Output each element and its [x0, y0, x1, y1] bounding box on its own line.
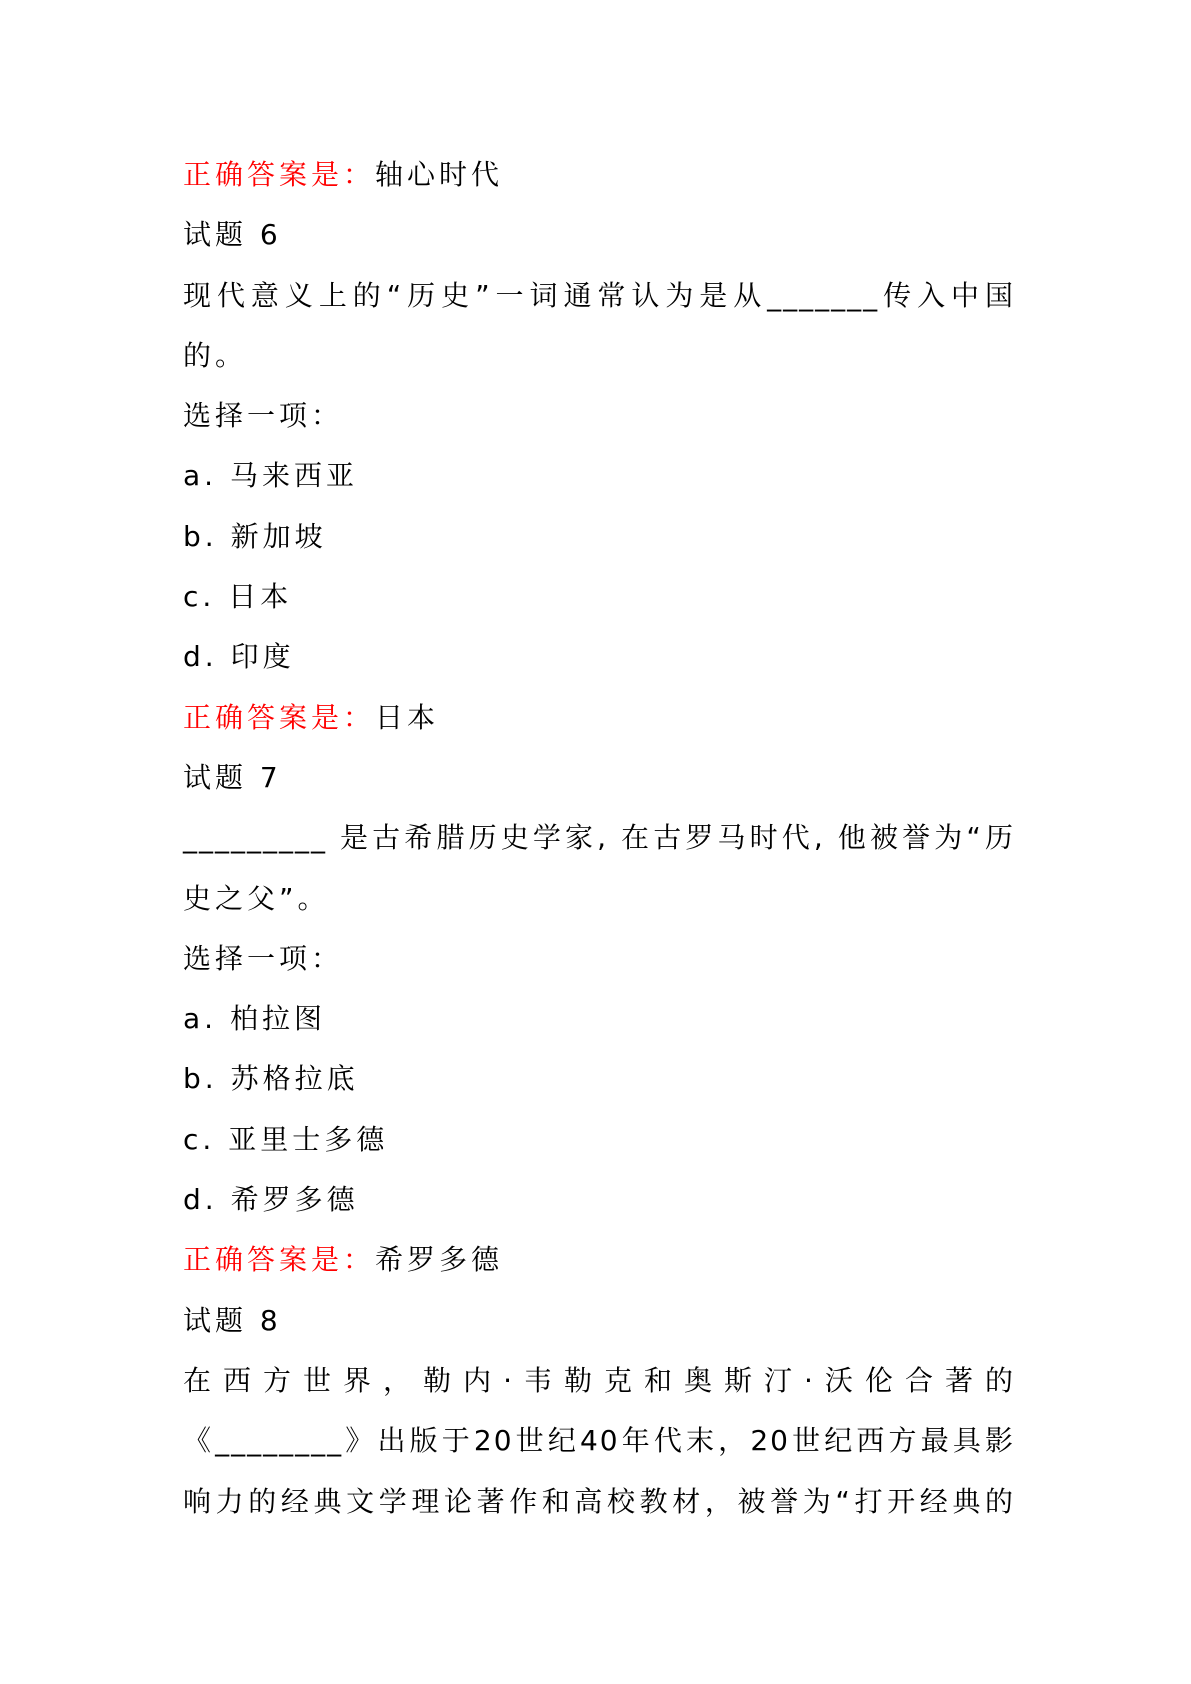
question-stem: 在西方世界，勒内·韦勒克和奥斯汀·沃伦合著的 [183, 1363, 1015, 1397]
option-d: d. 印度 [183, 640, 295, 674]
answer-line [183, 688, 1015, 748]
answer-label: 正确答案是： [183, 700, 376, 734]
answer-value: 希罗多德 [375, 1243, 504, 1277]
answer-label: 正确答案是： [183, 1243, 376, 1277]
option-d: d. 希罗多德 [183, 1183, 359, 1217]
question-stem: _________ 是古希腊历史学家, 在古罗马时代, 他被誉为“历 [183, 821, 1015, 855]
select-label: 选择一项： [183, 941, 344, 975]
answer-line [183, 1230, 1015, 1290]
option-a: a. 马来西亚 [183, 459, 358, 493]
answer-label: 正确答案是： [183, 158, 376, 191]
answer-value: 轴心时代 [375, 158, 504, 191]
answer-line [183, 145, 1015, 205]
question-title: 试题 6 [183, 218, 282, 252]
question-stem: 的。 [183, 338, 248, 372]
answer-value: 日本 [375, 700, 440, 734]
option-c: c. 日本 [183, 580, 293, 614]
question-stem: 《________》出版于20世纪40年代末，20世纪西方最具影 [183, 1424, 1015, 1458]
question-stem: 现代意义上的“历史”一词通常认为是从_______传入中国 [183, 278, 1015, 312]
question-title: 试题 8 [183, 1303, 282, 1337]
option-a: a. 柏拉图 [183, 1002, 326, 1036]
select-label: 选择一项： [183, 399, 344, 433]
question-stem: 史之父”。 [183, 881, 330, 915]
question-stem: 响力的经典文学理论著作和高校教材，被誉为“打开经典的 [183, 1484, 1015, 1518]
question-title: 试题 7 [183, 760, 282, 794]
option-b: b. 新加坡 [183, 519, 327, 553]
option-b: b. 苏格拉底 [183, 1062, 359, 1096]
option-c: c. 亚里士多德 [183, 1122, 389, 1156]
document-page [183, 145, 1015, 1532]
